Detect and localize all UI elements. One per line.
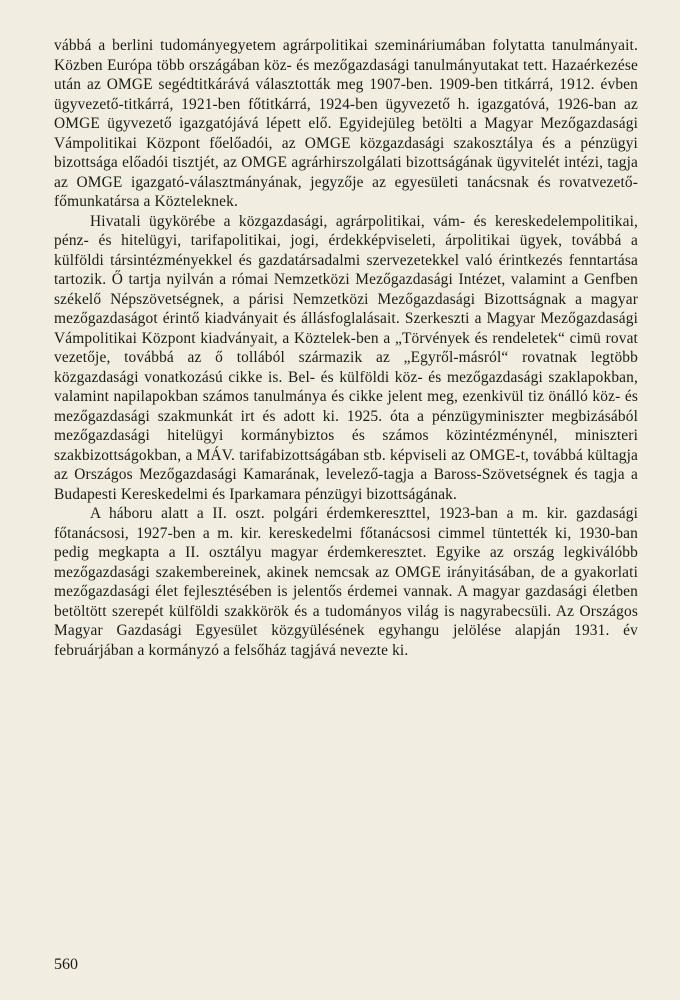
document-page: [54, 36, 638, 660]
paragraph-2: Hivatali ügykörébe a közgazdasági, agrárpolitikai, vám- és kereskedelempolitikai, pénz- és hitelügyi, tarifapolitikai, jogi, érdekképviseleti, árpolitikai ügyek, továbbá a külföldi társintézményekkel és gazdatársadalmi szervezetekkel való érintkezés fenntartása tartozik. Ő tartja nyilván a római Nemzetközi Mezőgazdasági Intézet, valamint a Genfben székelő Népszövetségnek, a párisi Nemzetközi Mezőgazdasági Bizottságnak a magyar mezőgazdaságot érintő kiadványait és állásfoglalásait. Szerkeszti a Magyar Mezőgazdasági Vámpolitikai Központ kiadványait, a Köztelek-ben a „Törvények és rendeletek“ cimü rovat vezetője, továbbá az ő tollából származik az „Egyről-másról“ rovatnak legtöbb közgazdasági vonatkozású cikke is. Bel- és külföldi köz- és mezőgazdasági szaklapokban, valamint napilapokban számos tanulmánya és cikke jelent meg, ezenkivül tiz önálló köz- és mezőgazdasági szakmunkát irt és adott ki. 1925. óta a pénzügyminiszter megbizásából mezőgazdasági hitelügyi kormánybiztos és számos közintézménynél, miniszteri szakbizottságokban, a MÁV. tarifabizottságában stb. képviseli az OMGE-t, továbbá kültagja az Országos Mezőgazdasági Kamarának, levelező-tagja a Baross-Szövetségnek és tagja a Budapesti Kereskedelmi és Iparkamara pénzügyi bizottságának.: [54, 212, 638, 503]
paragraph-1: vábbá a berlini tudományegyetem agrárpolitikai szemináriumában folytatta tanulmányait. Közben Európa több országában köz- és mezőgazdasági tanulmányutakat tett. Hazaérkezése után az OMGE segédtitkárává választották meg 1907-ben. 1909-ben titkárrá, 1912. évben ügyvezető-titkárrá, 1921-ben főtitkárrá, 1924-ben ügyvezető h. igazgatóvá, 1926-ban az OMGE ügyvezető igazgatójává lépett elő. Egyidejüleg betölti a Magyar Mezőgazdasági Vámpolitikai Központ főelőadói, az OMGE közgazdasági szakosztálya és a pénzügyi bizottsága előadói tisztjét, az OMGE agrárhirszolgálati bizottságának ügyvitelét intézi, tagja az OMGE igazgató-választmányának, jegyzője az egyesületi tanácsnak és rovatvezető-főmunkatársa a Közteleknek.: [54, 37, 638, 210]
paragraph-3: A háboru alatt a II. oszt. polgári érdemkereszttel, 1923-ban a m. kir. gazdasági főtanácsosi, 1927-ben a m. kir. kereskedelmi főtanácsosi cimmel tüntették ki, 1930-ban pedig megkapta a II. osztályu magyar érdemkeresztet. Egyike az ország legkiválóbb mezőgazdasági szakembereinek, akinek nemcsak az OMGE irányitásában, de a gyakorlati mezőgazdasági élet fejlesztésében is jelentős érdemei vannak. A magyar gazdasági életben betöltött szerepét külföldi szakkörök és a tudományos világ is nagyrabecsüli. Az Országos Magyar Gazdasági Egyesület közgyülésének egyhangu jelölése alapján 1931. év februárjában a kormányzó a felsőház tagjává nevezte ki.: [54, 505, 638, 659]
page-number: 560: [54, 956, 78, 973]
